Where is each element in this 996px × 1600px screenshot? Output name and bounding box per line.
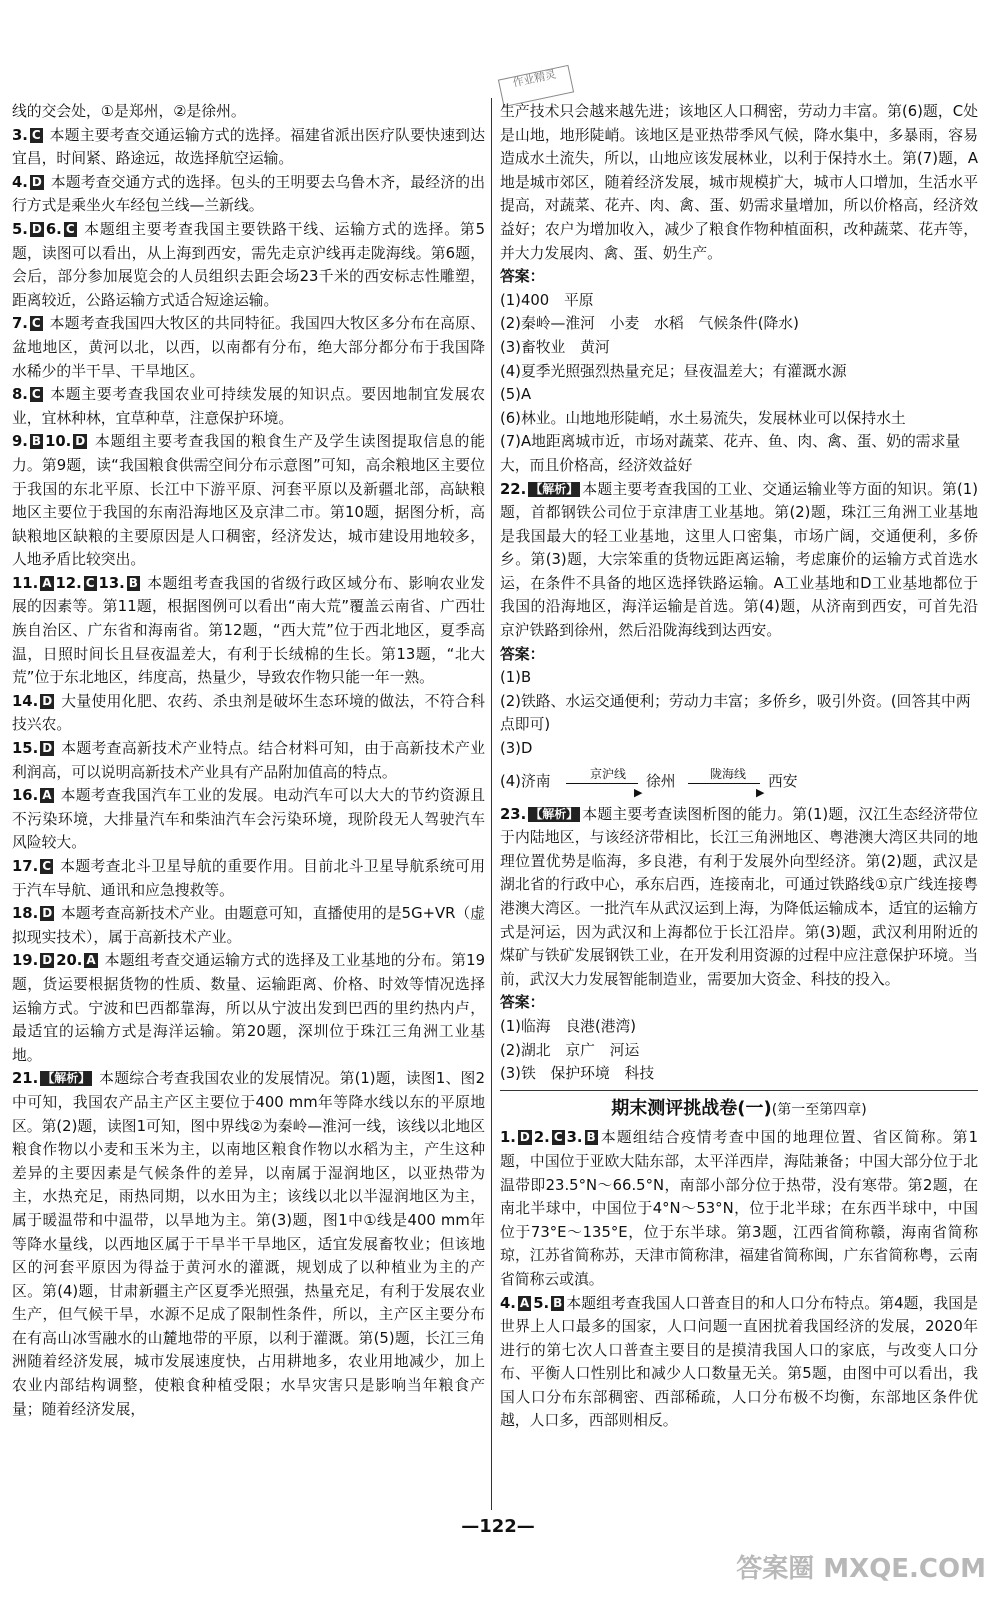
q-number: 12. <box>55 574 82 592</box>
q-number: 9. <box>12 433 28 451</box>
answer-key: B <box>553 1295 563 1310</box>
answer-key: D <box>519 1130 530 1145</box>
answer-text: 本题组考查交通运输方式的选择及工业基地的分布。第19题，货运要根据货物的性质、数量、运输距离、价格、时效等情况选择运输方式。宁波和巴西都靠海，所以从宁波出发到巴西的里约热内卢，最适宜的运输方式是海洋运输。第20题，深圳位于珠江三角洲工业基地。 <box>12 952 485 1064</box>
answer-key: 【解析】 <box>42 1071 91 1086</box>
answer-text: 本题主要考查我国农业可持续发展的知识点。要因地制宜发展农业，宜林种林，宜草种草，注意保护环境。 <box>12 386 485 427</box>
q21-answers <box>500 265 978 477</box>
answer-keys <box>500 1295 566 1312</box>
answer-line: (1)临海 良港(港湾) <box>500 1017 637 1035</box>
arrow-head-icon: ▶ <box>756 785 765 799</box>
q-number: 14. <box>12 692 39 710</box>
analysis-tag: 【解析】 <box>530 481 579 496</box>
answer-line: (5)A <box>500 386 532 404</box>
answer-text: 本题组主要考查我国主要铁路干线、运输方式的选择。第5题，读图可以看出，从上海到西安，需先走京沪线再走陇海线。第6题，会后，部分参加展览会的人员组织去距会场23千米的西安标志性雕塑，距离较近，公路运输方式适合短途运输。 <box>12 220 485 309</box>
answer-list <box>500 289 978 478</box>
q-number: 23. <box>500 805 527 823</box>
answer-key: A <box>519 1295 530 1310</box>
q-number: 4. <box>500 1294 516 1312</box>
answer-item <box>12 171 485 218</box>
route-mid: 徐州 <box>646 772 676 790</box>
answer-label: 答案： <box>500 645 545 663</box>
route-diagram <box>500 767 978 797</box>
answer-line: (1)B <box>500 669 532 687</box>
q-number: 4. <box>12 173 28 191</box>
answer-item <box>12 690 485 737</box>
q-number: 6. <box>45 220 62 238</box>
answer-key: C <box>31 387 41 402</box>
left-column <box>12 100 485 1421</box>
q-number: 21. <box>12 1070 39 1088</box>
answer-list <box>500 666 978 760</box>
answer-item <box>12 949 485 1067</box>
answer-key: D <box>42 741 53 756</box>
q-number: 11. <box>12 574 39 592</box>
answer-item <box>12 572 485 690</box>
q-number: 16. <box>12 787 39 805</box>
answer-keys <box>500 1129 600 1146</box>
s1-text: 本题组结合疫情考查中国的地理位置、省区简称。第1题，中国位于亚欧大陆东部，太平洋西岸，海陆兼备；中国大部分位于北温带即23.5°N～66.5°N，南部小部分位于热带，没有寒带。第2题，在南北半球中，中国位于4°N～53°N，位于北半球；在东西半球中，中国位于73°E～135°E，位于东半球。第3题，江西省简称赣，海南省简称琼，江苏省简称苏，天津市简称津，福建省简称闽，广东省简称粤，云南省简称云或滇。 <box>500 1129 978 1288</box>
q-number: 20. <box>56 952 83 970</box>
answer-line: (3)畜牧业 黄河 <box>500 338 610 356</box>
s-q1-3 <box>500 1126 978 1291</box>
route-line1: 京沪线 <box>590 766 627 781</box>
q-number: 18. <box>12 905 39 923</box>
answer-line: (2)秦岭—淮河 小麦 水稻 气候条件(降水) <box>500 315 799 333</box>
q22-text: 本题主要考查我国的工业、交通运输业等方面的知识。第(1)题，首都钢铁公司位于京津唐工业基地。第(2)题，珠江三角洲工业基地是我国最大的轻工业基地，这里人口密集，市场广阔，交通便利，多侨乡。第(3)题，大宗笨重的货物远距离运输，考虑廉价的运输方式首选水运，在条件不具备的地区选择铁路运输。A工业基地和D工业基地都位于我国的沿海地区，海洋运输是首选。第(4)题，从济南到西安，可首先沿京沪铁路到徐州，然后沿陇海线到达西安。 <box>500 480 978 640</box>
route-start: (4)济南 <box>500 772 551 790</box>
q21-continued: 生产技术只会越来越先进；该地区人口稠密，劳动力丰富。第(6)题，C处是山地，地形陡峭。该地区是亚热带季风气候，降水集中，多暴雨，容易造成水土流失，所以，山地应该发展林业，以利于保持水土。第(7)题，A地是城市郊区，随着经济发展，城市规模扩大，城市人口增加，生活水平提高，对蔬菜、花卉、肉、禽、蛋、奶需求量增加，所以价格高，经济效益好；农户为增加收入，减少了粮食作物种植面积，改种蔬菜、花卉等，并大力发展肉、禽、蛋、奶生产。 <box>500 103 978 262</box>
q-number: 3. <box>566 1129 583 1147</box>
answer-text: 大量使用化肥、农药、杀虫剂是破坏生态环境的做法，不符合科技兴农。 <box>12 692 485 734</box>
answer-item <box>12 312 485 383</box>
s4-text: 本题组考查我国人口普查目的和人口分布特点。第4题，我国是世界上人口最多的国家，人口问题一直困扰着我国经济的发展，2020年进行的第七次人口普查主要目的是摸清我国人口的家底，与改变人口分布、平衡人口性别比和减少人口数量无关。第5题，由图中可以看出，我国人口分布东部稠密、西部稀疏，人口分布极不均衡，东部地区条件优越，人口多，西部则相反。 <box>500 1294 978 1430</box>
answer-line: (3)D <box>500 740 533 758</box>
answer-text: 本题考查北斗卫星导航的重要作用。目前北斗卫星导航系统可用于汽车导航、通讯和应急搜救等。 <box>12 858 485 899</box>
q-number: 1. <box>500 1129 516 1147</box>
answer-key: B <box>31 434 42 449</box>
answer-text: 本题考查高新技术产业。由题意可知，直播使用的是5G+VR（虚拟现实技术），属于高新技术产业。 <box>12 905 485 946</box>
arrow-line <box>566 783 638 784</box>
section-title-text: 期末测评挑战卷(一) <box>611 1097 772 1119</box>
section-subtitle: (第一至第四章) <box>771 1101 867 1118</box>
answer-item <box>12 855 485 902</box>
page-number: —122— <box>461 1516 535 1537</box>
answer-item <box>12 737 485 784</box>
answer-text: 本题综合考查我国农业的发展情况。第(1)题，读图1、图2中可知，我国农产品主产区主要位于400 mm年等降水线以东的平原地区。第(2)题，读图1可知，图中界线②为秦岭—淮河一线，该线以北地区粮食作物以小麦和玉米为主，以南地区粮食作物以水稻为主，产生这种差异的主要因素是气候条件的差异，以南属于湿润地区，以亚热带为主，水热充足，雨热同期，以水田为主；该线以北以半湿润地区为主，属于暖温带和中温带，以旱地为主。第(3)题，图1中①线是400 mm年等降水量线，以西地区属于干旱半干旱地区，适宜发展畜牧业；但该地区的河套平原因为得益于黄河水的灌溉，规划成了以种植业为主的产区。第(4)题，甘肃新疆主产区夏季光照强，热量充足，有利于发展农业生产，但气候干旱，水源不足成了限制性条件，所以，主产区主要分布在有高山冰雪融水的山麓地带的平原，以利于灌溉。第(5)题，长江三角洲随着经济发展，城市发展速度快，占用耕地多，农业用地减少，加上农业内部结构调整，使粮食种植受限；水旱灾害只是影响当年粮食产量；随着经济发展， <box>12 1070 485 1418</box>
q-number: 5. <box>12 220 28 238</box>
answer-item <box>12 124 485 171</box>
answer-text: 本题考查我国汽车工业的发展。电动汽车可以大大的节约资源且不污染环境，大排量汽车和柴油汽车会污染环境，现阶段无人驾驶汽车风险较大。 <box>12 787 485 852</box>
section-rule <box>500 1090 978 1091</box>
answer-text: 线的交会处，①是郑州，②是徐州。 <box>12 103 246 120</box>
q-number: 10. <box>45 433 72 451</box>
q-number: 13. <box>98 574 125 592</box>
answer-text: 本题组考查我国的省级行政区域分布、影响农业发展的因素等。第11题，根据图例可以看出“南大荒”覆盖云南省、广西壮族自治区、广东省和海南省。第12题，“西大荒”位于西北地区，夏季高温，日照时间长且昼夜温差大，有利于长绒棉的生长。第13题，“北大荒”位于东北地区，纬度高，热量少，导致农作物只能一年一熟。 <box>12 574 485 687</box>
q22-answers <box>500 643 978 761</box>
answer-key: C <box>65 221 75 236</box>
stamp: 作业精灵 <box>498 65 574 107</box>
route-end: 西安 <box>768 772 798 790</box>
answer-text: 本题主要考查交通运输方式的选择。福建省派出医疗队要快速到达宜昌，时间紧、路途远，故选择航空运输。 <box>12 126 485 168</box>
answer-key: D <box>42 906 53 921</box>
q23-answers <box>500 991 978 1085</box>
q-number: 22. <box>500 480 527 498</box>
q-number: 19. <box>12 952 39 970</box>
answer-text: 本题考查交通方式的选择。包头的王明要去乌鲁木齐，最经济的出行方式是乘坐火车经包兰线—兰新线。 <box>12 173 485 215</box>
answer-key: C <box>31 127 41 142</box>
answer-item <box>12 784 485 855</box>
watermark: 答案圈 MXQE.COM <box>736 1554 986 1584</box>
right-column <box>500 100 978 1433</box>
answer-item <box>12 1067 485 1421</box>
analysis-tag: 【解析】 <box>530 806 579 821</box>
answer-text: 本题组主要考查我国的粮食生产及学生读图提取信息的能力。第9题，读“我国粮食供需空间分布示意图”可知，高余粮地区主要位于我国的东北平原、长江中下游平原、河套平原以及新疆北部，高缺粮地区主要位于我国的东南沿海地区及京津二市。第10题，据图分析，高缺粮地区缺粮的主要原因是人口稠密，经济发达，城市建设用地较多，人地矛盾比较突出。 <box>12 433 485 569</box>
answer-key: C <box>553 1130 563 1145</box>
q-number: 2. <box>533 1129 550 1147</box>
arrow-head-icon: ▶ <box>634 785 643 799</box>
answer-line: (2)湖北 京广 河运 <box>500 1041 640 1059</box>
answer-item <box>12 430 485 572</box>
q23-text: 本题主要考查读图析图的能力。第(1)题，汉江生态经济带位于内陆地区，与该经济带相比，长江三角洲地区、粤港澳大湾区共同的地理位置优势是临海，多良港，有利于发展外向型经济。第(2)题，武汉是湖北省的行政中心，承东启西，连接南北，可通过铁路线①京广线连接粤港澳大湾区。一批汽车从武汉运到上海，为降低运输成本，适宜的运输方式是河运，因为武汉和上海都位于长江沿岸。第(3)题，武汉利用附近的煤矿与铁矿发展钢铁工业，在开发利用资源的过程中应注意保护环境。当前，武汉大力发展智能制造业，需要加大资金、科技的投入。 <box>500 805 978 988</box>
s-q4-5 <box>500 1292 978 1434</box>
q22 <box>500 478 978 643</box>
answer-key: A <box>42 788 52 803</box>
answer-key: A <box>42 575 52 590</box>
q23 <box>500 803 978 992</box>
q-number: 7. <box>12 315 28 333</box>
answer-item <box>12 218 485 312</box>
q-number: 5. <box>533 1294 550 1312</box>
q-number: 8. <box>12 386 28 404</box>
column-divider <box>491 98 492 1510</box>
route-line2: 陇海线 <box>710 766 747 781</box>
answer-text: 本题考查我国四大牧区的共同特征。我国四大牧区多分布在高原、盆地地区，黄河以北，以西，以南都有分布，绝大部分都分布于我国降水稀少的半干旱、干旱地区。 <box>12 315 485 380</box>
answer-key: C <box>31 316 41 331</box>
q-number: 17. <box>12 858 39 875</box>
answer-line: (6)林业。山地地形陡峭，水土易流失，发展林业可以保持水土 <box>500 409 906 427</box>
answer-line: (2)铁路、水运交通便利；劳动力丰富；多侨乡，吸引外资。(回答其中两点即可) <box>500 692 971 734</box>
answer-item <box>12 100 485 124</box>
answer-text: 本题考查高新技术产业特点。结合材料可知，由于高新技术产业利润高，可以说明高新技术产业具有产品附加值高的特点。 <box>12 740 485 781</box>
answer-key: D <box>42 953 53 968</box>
answer-key: D <box>31 174 42 189</box>
q-number: 15. <box>12 740 39 758</box>
answer-key: B <box>586 1130 596 1145</box>
arrow-line <box>688 783 760 784</box>
answer-line: (4)夏季光照强烈热量充足；昼夜温差大；有灌溉水源 <box>500 362 847 380</box>
answer-line: (1)400 平原 <box>500 291 594 309</box>
answer-label: 答案： <box>500 994 545 1012</box>
q-number: 3. <box>12 126 28 144</box>
answer-key: D <box>31 221 42 236</box>
answer-key: B <box>128 575 138 590</box>
answer-key: C <box>42 859 52 873</box>
section-title <box>500 1097 978 1123</box>
answer-key: C <box>85 575 95 590</box>
answer-line: (7)A地距离城市近，市场对蔬菜、花卉、鱼、肉、禽、蛋、奶的需求量大，而且价格高，经济效益好 <box>500 433 961 474</box>
answer-key: A <box>86 953 96 968</box>
answer-key: D <box>42 693 53 708</box>
answer-line: (3)铁 保护环境 科技 <box>500 1065 655 1083</box>
answer-list <box>500 1015 978 1086</box>
answer-label: 答案： <box>500 268 545 286</box>
answer-item <box>12 383 485 430</box>
answer-item <box>12 902 485 949</box>
answer-key: D <box>75 434 86 449</box>
